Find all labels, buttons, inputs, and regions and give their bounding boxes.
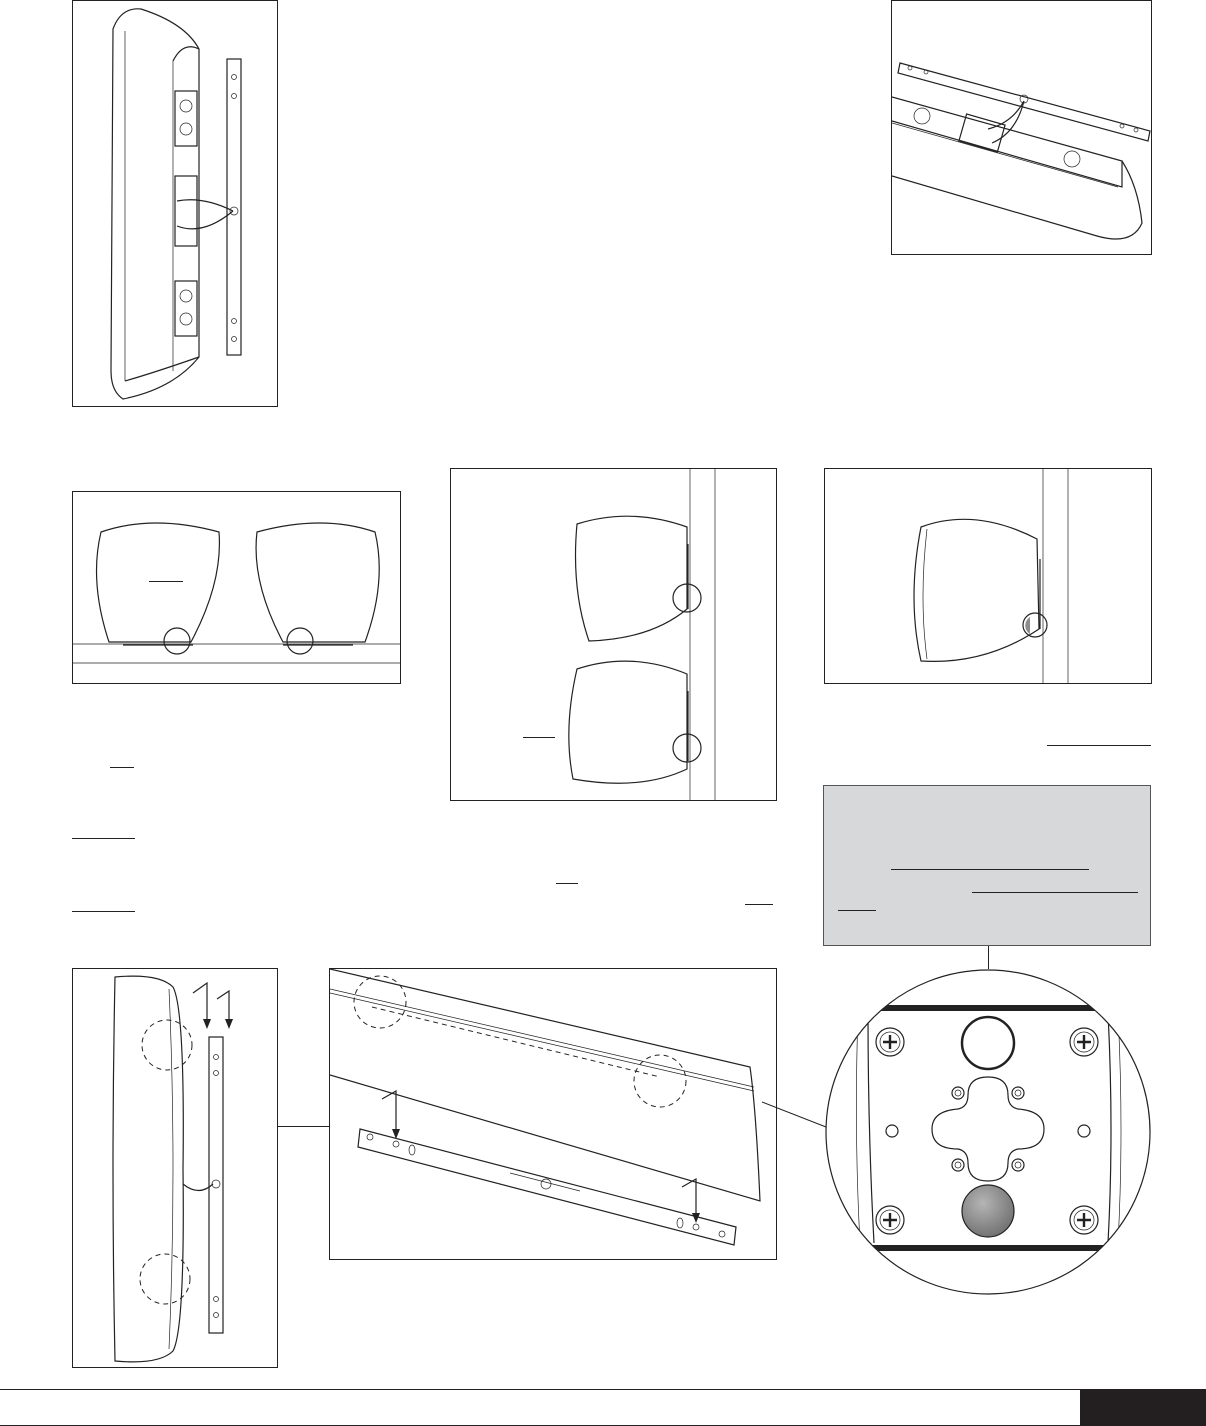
bracket-plate-detail [818, 967, 1160, 1299]
note-connector-line [988, 946, 989, 969]
label-underline [149, 581, 183, 582]
speaker-horizontal-drawing [892, 1, 1152, 255]
text-underline [110, 767, 134, 768]
text-underline [745, 904, 773, 905]
label-underline [523, 737, 555, 738]
note-underline [972, 892, 1138, 893]
footer-rule-top [0, 1389, 1206, 1390]
text-underline [556, 883, 578, 884]
figure-speaker-horizontal [891, 0, 1152, 255]
connector-line [278, 1126, 330, 1127]
figure-speaker-vertical [72, 0, 278, 407]
side-mount-drawing [73, 969, 278, 1368]
figure-bracket-alignment [329, 968, 777, 1260]
footer-page-tab [1080, 1389, 1206, 1426]
note-underline [891, 869, 1089, 870]
screw-top-left [876, 1028, 904, 1056]
figure-side-mount [72, 968, 278, 1368]
profiles-wall-drawing [451, 469, 777, 801]
note-underline [838, 910, 876, 911]
screw-bottom-left [876, 1206, 904, 1234]
note-box [823, 785, 1151, 946]
text-underline [72, 838, 135, 839]
profiles-surface-drawing [73, 492, 401, 684]
screw-bottom-right [1070, 1206, 1098, 1234]
figure-profiles-wall [450, 468, 777, 801]
speaker-vertical-drawing [73, 1, 278, 407]
figure-profiles-surface [72, 491, 401, 684]
text-underline [72, 911, 135, 912]
figure-profile-mounted [824, 468, 1152, 684]
bracket-alignment-drawing [330, 969, 777, 1260]
profile-mounted-drawing [825, 469, 1152, 684]
screw-top-right [1070, 1028, 1098, 1056]
text-underline [1047, 745, 1151, 746]
